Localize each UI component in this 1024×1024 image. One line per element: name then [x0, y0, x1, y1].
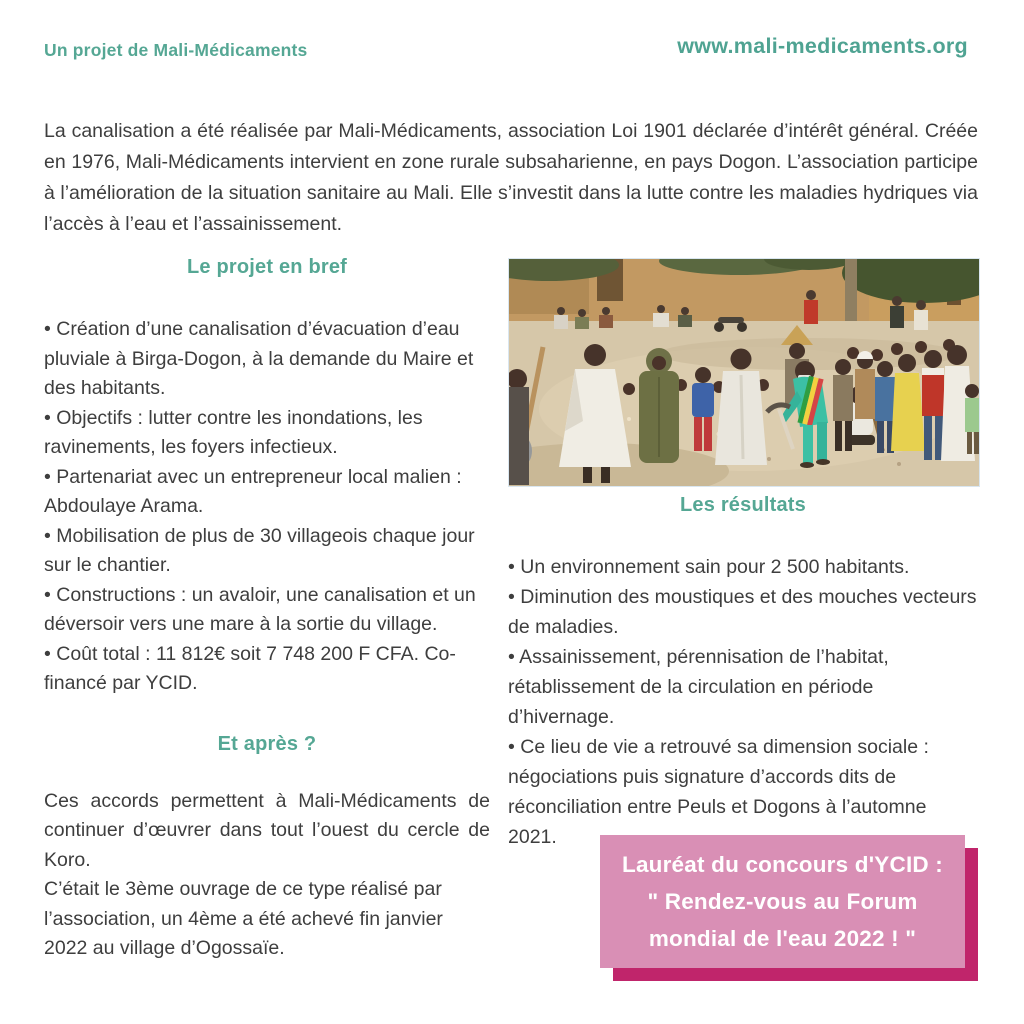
village-groundbreaking-photo-illustration: [509, 259, 979, 486]
award-line: mondial de l'eau 2022 ! ": [648, 926, 917, 951]
intro-paragraph: La canalisation a été réalisée par Mali-Médicaments, association Loi 1901 déclarée d’intérêt général. Créée en 1976, Mali-Médicaments intervient en zone rurale subsaharienne, en pays Dogon. L’association participe à l’amélioration de la situation sanitaire au Mali. Elle s’investit dans la lutte contre les maladies hydriques via l’accès à l’eau et l’assainissement.: [44, 119, 978, 235]
results-bullet: • Assainissement, pérennisation de l’habitat, rétablissement de la circulation en période d’hivernage.: [508, 646, 889, 728]
award-line: " Rendez-vous au Forum: [647, 889, 918, 914]
award-line: Lauréat du concours d'YCID :: [622, 852, 943, 877]
after-paragraph: C’était le 3ème ouvrage de ce type réalisé par l’association, un 4ème a été achevé fin janvier 2022 au village d’Ogossaïe.: [44, 878, 443, 959]
brief-bullet: • Coût total : 11 812€ soit 7 748 200 F CFA. Co-financé par YCID.: [44, 642, 456, 694]
after-paragraph: Ces accords permettent à Mali-Médicaments de continuer d’œuvrer dans tout l’ouest du cercle de Koro.: [44, 789, 490, 871]
website-link[interactable]: www.mali-medicaments.org: [677, 34, 968, 58]
project-photo: [508, 258, 980, 487]
after-paragraphs: [44, 787, 490, 964]
brief-bullet: • Création d’une canalisation d’évacuation d’eau pluviale à Birga-Dogon, à la demande du Maire et des habitants.: [44, 318, 474, 399]
brief-bullet: • Constructions : un avaloir, une canalisation et un déversoir vers une mare à la sortie du village.: [44, 583, 476, 635]
results-bullet-list: [508, 552, 978, 852]
results-title: Les résultats: [680, 494, 806, 516]
after-title: Et après ?: [217, 732, 317, 755]
brief-bullet: • Mobilisation de plus de 30 villageois chaque jour sur le chantier.: [44, 524, 475, 576]
brief-title: Le projet en bref: [186, 256, 348, 278]
project-label: Un projet de Mali-Médicaments: [44, 40, 308, 60]
results-bullet: • Un environnement sain pour 2 500 habitants.: [508, 556, 910, 578]
award-callout-box: [600, 835, 965, 968]
results-bullet: • Diminution des moustiques et des mouches vecteurs de maladies.: [508, 586, 977, 638]
brief-bullet: • Objectifs : lutter contre les inondations, les ravinements, les foyers infectieux.: [44, 406, 423, 458]
brief-bullet-list: [44, 315, 490, 699]
brief-bullet: • Partenariat avec un entrepreneur local malien : Abdoulaye Arama.: [44, 465, 462, 517]
left-column: [44, 256, 490, 964]
results-bullet: • Ce lieu de vie a retrouvé sa dimension sociale : négociations puis signature d’accords dits de réconciliation entre Peuls et Dogons à l’automne 2021.: [508, 736, 929, 848]
